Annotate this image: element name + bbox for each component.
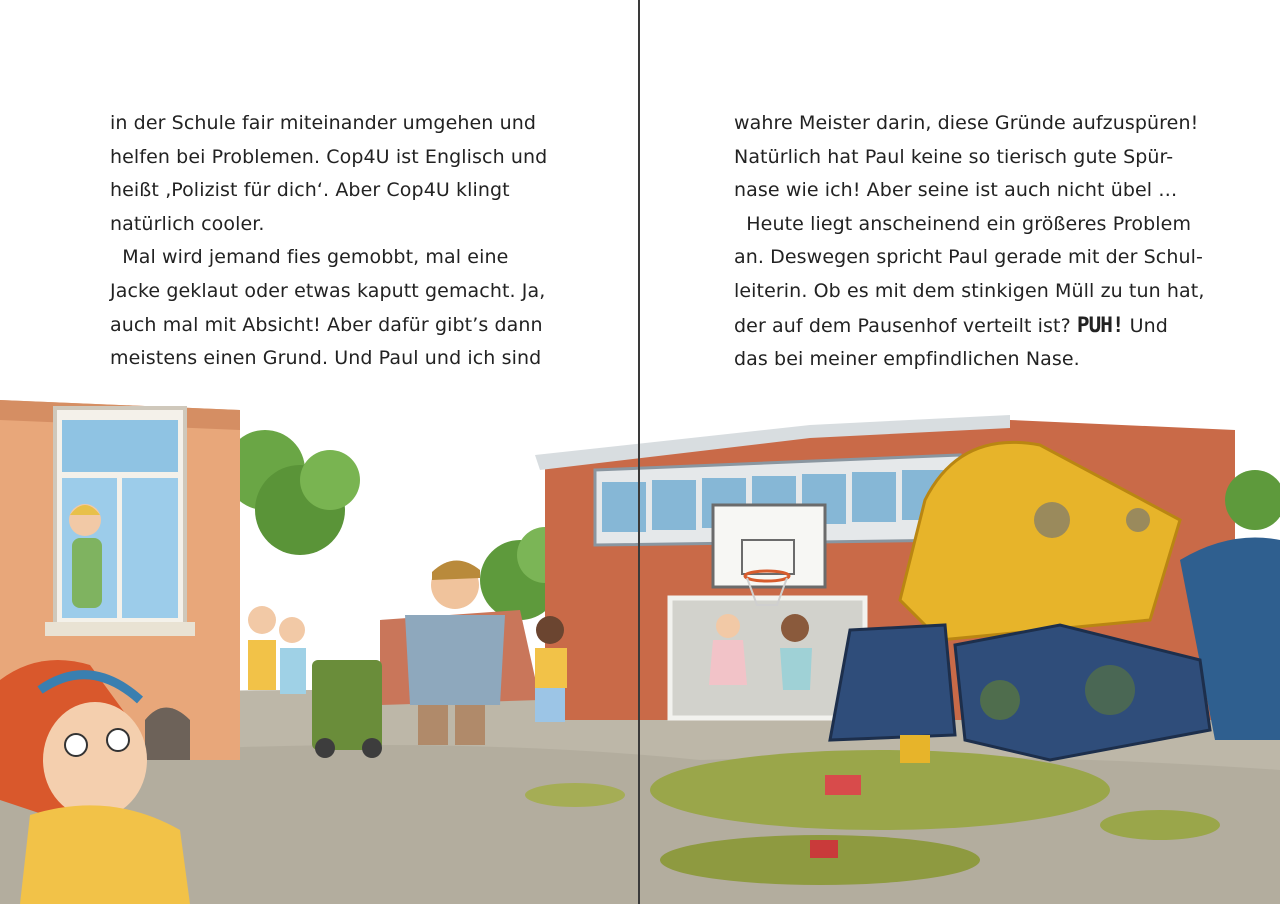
text-line: natürlich cooler.	[110, 212, 265, 235]
line-start: der auf dem Pausenhof verteilt ist?	[734, 314, 1077, 337]
text-line: nase wie ich! Aber seine ist auch nicht übel …	[734, 179, 1178, 202]
trees-left	[225, 430, 573, 620]
left-page-text	[110, 107, 548, 376]
text-line: in der Schule fair miteinander umgehen und	[110, 112, 537, 134]
text-line: Mal wird jemand fies gemobbt, mal eine	[110, 246, 509, 269]
page-gutter	[638, 0, 640, 904]
text-line: heißt ‚Polizist für dich‘. Aber Cop4U klingt	[110, 179, 510, 202]
text-line: auch mal mit Absicht! Aber dafür gibt’s dann	[110, 313, 543, 336]
text-line: leiterin. Ob es mit dem stinkigen Müll zu tun hat,	[734, 279, 1205, 302]
puh-exclamation: PUH!	[1076, 312, 1124, 337]
text-line: an. Deswegen spricht Paul gerade mit der Schul-	[734, 246, 1203, 269]
text-line: meistens einen Grund. Und Paul und ich sind	[110, 347, 542, 370]
right-page-text	[734, 107, 1205, 377]
text-line: Jacke geklaut oder etwas kaputt gemacht. Ja,	[110, 279, 546, 302]
text-line: wahre Meister darin, diese Gründe aufzuspüren!	[734, 112, 1199, 134]
text-line: helfen bei Problemen. Cop4U ist Englisch und	[110, 145, 548, 168]
text-line-puh	[734, 309, 1174, 344]
text-line: Heute liegt anscheinend ein größeres Problem	[734, 212, 1192, 235]
text-line: Natürlich hat Paul keine so tierisch gute Spür-	[734, 145, 1174, 168]
line-end: Und	[1123, 314, 1168, 337]
text-line: das bei meiner empfindlichen Nase.	[734, 348, 1080, 371]
